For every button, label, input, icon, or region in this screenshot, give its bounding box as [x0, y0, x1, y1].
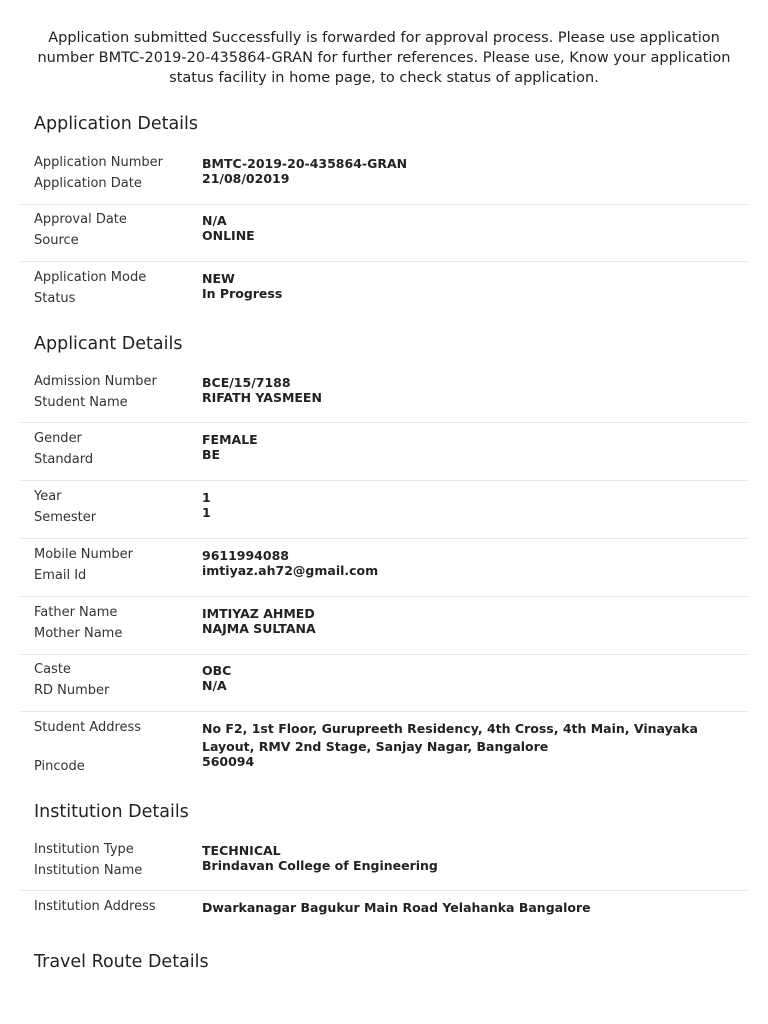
detail-value: 9611994088 [202, 548, 289, 563]
detail-label: Email Id [34, 568, 87, 583]
detail-value: No F2, 1st Floor, Gurupreeth Residency, 4th Cross, 4th Main, Vinayaka Layout, RMV 2nd Stage, Sanjay Nagar, Bangalore [202, 721, 698, 754]
detail-label: RD Number [34, 683, 110, 698]
detail-value: 1 [202, 490, 211, 505]
detail-value: TECHNICAL [202, 843, 281, 858]
detail-group [20, 262, 748, 322]
detail-label: Application Number [34, 155, 163, 170]
detail-group [20, 423, 748, 481]
detail-label: Father Name [34, 605, 118, 620]
detail-value: IMTIYAZ AHMED [202, 606, 315, 621]
detail-value: In Progress [202, 286, 283, 301]
detail-label: Caste [34, 662, 71, 677]
confirmation-banner: Application submitted Successfully is forwarded for approval process. Please use application number BMTC-2019-20-435864-GRAN for further references. Please use, Know your application status facility in home page, to check status of application. [37, 30, 731, 86]
detail-label: Application Date [34, 176, 142, 191]
detail-value: ONLINE [202, 228, 255, 243]
detail-value: Dwarkanagar Bagukur Main Road Yelahanka Bangalore [202, 900, 591, 915]
detail-value: 21/08/02019 [202, 171, 290, 186]
detail-value: FEMALE [202, 432, 258, 447]
detail-group [20, 842, 748, 891]
detail-value: NEW [202, 271, 235, 286]
detail-row [34, 858, 734, 878]
detail-row [34, 720, 734, 756]
detail-label: Gender [34, 431, 82, 446]
detail-row [34, 505, 734, 525]
detail-group [20, 539, 748, 597]
detail-value: 1 [202, 505, 211, 520]
detail-label: Standard [34, 452, 94, 467]
detail-row [34, 621, 734, 641]
detail-group [20, 712, 748, 790]
detail-label: Institution Address [34, 899, 156, 914]
detail-group [20, 891, 748, 931]
detail-value: BCE/15/7188 [202, 375, 291, 390]
institution-details-heading: Institution Details [34, 802, 189, 822]
applicant-details-heading: Applicant Details [34, 334, 183, 354]
detail-label: Admission Number [34, 374, 157, 389]
detail-group [20, 597, 748, 655]
detail-row [34, 390, 734, 410]
detail-label: Student Address [34, 720, 142, 735]
detail-value: Brindavan College of Engineering [202, 858, 438, 873]
detail-label: Approval Date [34, 212, 127, 227]
detail-label: Institution Type [34, 842, 134, 857]
detail-label: Application Mode [34, 270, 147, 285]
detail-row [34, 447, 734, 467]
detail-label: Mobile Number [34, 547, 133, 562]
detail-value: 560094 [202, 754, 255, 769]
detail-label: Status [34, 291, 76, 306]
detail-row [34, 228, 734, 248]
detail-value: N/A [202, 678, 227, 693]
application-details-heading: Application Details [34, 114, 199, 134]
detail-value: OBC [202, 663, 232, 678]
detail-row [34, 678, 734, 698]
detail-row [34, 754, 734, 774]
detail-value: BE [202, 447, 221, 462]
detail-group [20, 155, 748, 205]
detail-label: Source [34, 233, 79, 248]
detail-label: Pincode [34, 759, 85, 774]
detail-value: N/A [202, 213, 227, 228]
detail-value: imtiyaz.ah72@gmail.com [202, 563, 379, 578]
detail-group [20, 655, 748, 712]
detail-group [20, 205, 748, 262]
detail-label: Semester [34, 510, 97, 525]
detail-group [20, 481, 748, 539]
travel-route-details-heading: Travel Route Details [34, 952, 209, 972]
detail-value: BMTC-2019-20-435864-GRAN [202, 156, 408, 171]
detail-row [34, 286, 734, 306]
detail-label: Mother Name [34, 626, 123, 641]
detail-row [34, 899, 734, 917]
detail-label: Year [34, 489, 62, 504]
detail-value: NAJMA SULTANA [202, 621, 316, 636]
detail-row [34, 171, 734, 191]
detail-label: Student Name [34, 395, 128, 410]
detail-value: RIFATH YASMEEN [202, 390, 322, 405]
detail-row [34, 563, 734, 583]
detail-label: Institution Name [34, 863, 143, 878]
detail-group [20, 374, 748, 423]
